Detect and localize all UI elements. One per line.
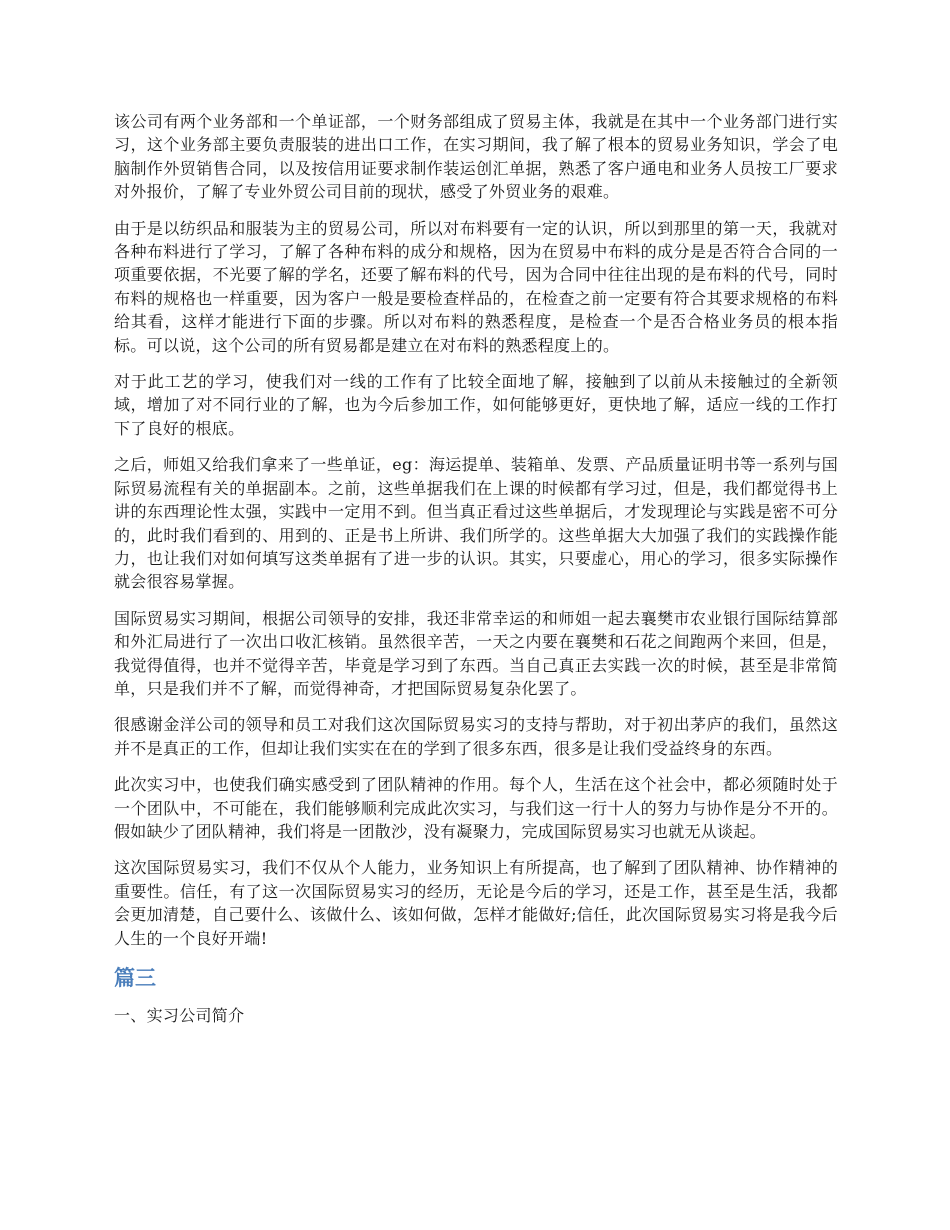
paragraph-8: 这次国际贸易实习，我们不仅从个人能力，业务知识上有所提高，也了解到了团队精神、协作精神的重要性。信任，有了这一次国际贸易实习的经历，无论是今后的学习，还是工作，甚至是生活，我都会更加清楚，自己要什么、该做什么、该如何做，怎样才能做好;信任，此次国际贸易实习将是我今后人生的一个良好开端! [114,858,838,948]
paragraph-1: 该公司有两个业务部和一个单证部，一个财务部组成了贸易主体，我就是在其中一个业务部门进行实习，这个业务部主要负责服装的进出口工作，在实习期间，我了解了根本的贸易业务知识，学会了电脑制作外贸销售合同，以及按信用证要求制作装运创汇单据，熟悉了客户通电和业务人员按工厂要求对外报价，了解了专业外贸公司目前的现状，感受了外贸业务的艰难。 [114,112,838,202]
document-page [114,110,838,1027]
paragraph-5: 国际贸易实习期间，根据公司领导的安排，我还非常幸运的和师姐一起去襄樊市农业银行国际结算部和外汇局进行了一次出口收汇核销。虽然很辛苦，一天之内要在襄樊和石花之间跑两个来回，但是，我觉得值得，也并不觉得辛苦，毕竟是学习到了东西。当自己真正去实践一次的时候，甚至是非常简单，只是我们并不了解，而觉得神奇，才把国际贸易复杂化罢了。 [114,608,838,698]
paragraph-7: 此次实习中，也使我们确实感受到了团队精神的作用。每个人，生活在这个社会中，都必须随时处于一个团队中，不可能在，我们能够顺利完成此次实习，与我们这一行十人的努力与协作是分不开的。假如缺少了团队精神，我们将是一团散沙，没有凝聚力，完成国际贸易实习也就无从谈起。 [114,775,838,841]
section-heading: 篇三 [114,966,156,990]
paragraph-4: 之后，师姐又给我们拿来了一些单证，eg：海运提单、装箱单、发票、产品质量证明书等一系列与国际贸易流程有关的单据副本。之前，这些单据我们在上课的时候都有学习过，但是，我们都觉得书上讲的东西理论性太强，实践中一定用不到。但当真正看过这些单据后，才发现理论与实践是密不可分的，此时我们看到的、用到的、正是书上所讲、我们所学的。这些单据大大加强了我们的实践操作能力，也让我们对如何填写这类单据有了进一步的认识。其实，只要虚心，用心的学习，很多实际操作就会很容易掌握。 [114,455,838,592]
paragraph-3: 对于此工艺的学习，使我们对一线的工作有了比较全面地了解，接触到了以前从未接触过的全新领域，增加了对不同行业的了解，也为今后参加工作，如何能够更好，更快地了解，适应一线的工作打下了良好的根底。 [114,372,838,438]
paragraph-6: 很感谢金洋公司的领导和员工对我们这次国际贸易实习的支持与帮助，对于初出茅庐的我们，虽然这并不是真正的工作，但却让我们实实在在的学到了很多东西，很多是让我们受益终身的东西。 [114,715,838,758]
paragraph-2: 由于是以纺织品和服装为主的贸易公司，所以对布料要有一定的认识，所以到那里的第一天，我就对各种布料进行了学习，了解了各种布料的成分和规格，因为在贸易中布料的成分是是否符合合同的一项重要依据，不光要了解的学名，还要了解布料的代号，因为合同中往往出现的是布料的代号，同时布料的规格也一样重要，因为客户一般是要检查样品的，在检查之前一定要有符合其要求规格的布料给其看，这样才能进行下面的步骤。所以对布料的熟悉程度，是检查一个是否合格业务员的根本指标。可以说，这个公司的所有贸易都是建立在对布料的熟悉程度上的。 [114,218,838,355]
section-subheading: 一、实习公司简介 [114,1006,245,1025]
